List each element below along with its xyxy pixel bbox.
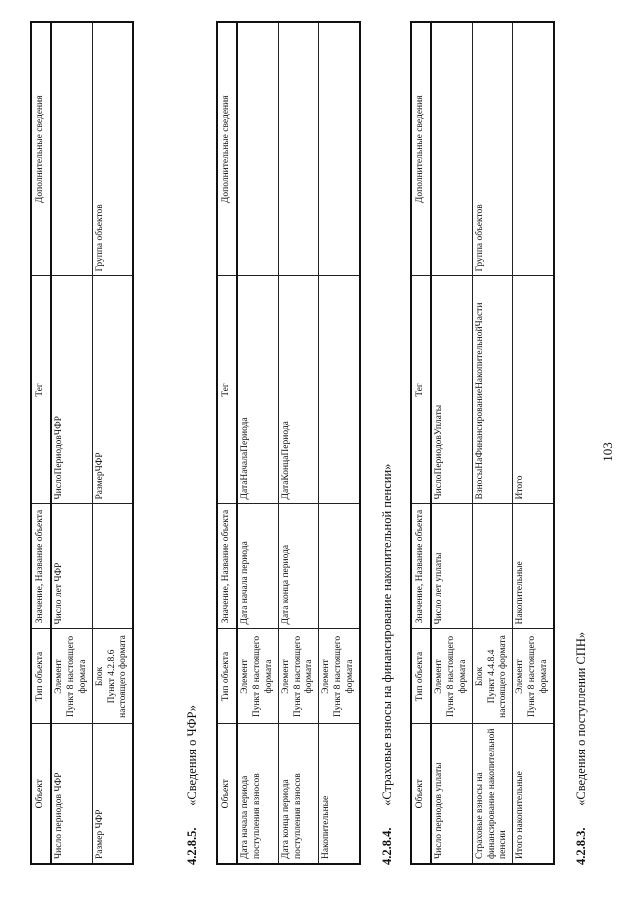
section-number: 4.2.8.4.: [380, 827, 394, 865]
extra-cell: Группа объектов: [472, 22, 513, 276]
type-cell: Элемент Пункт 8 настоящего формата: [237, 629, 278, 724]
table-row: [513, 22, 554, 864]
table-row: [92, 22, 133, 864]
extra-cell: [319, 22, 360, 276]
page-number: 103: [600, 442, 615, 462]
data-table: [410, 21, 555, 865]
object-cell: Число периодов уплаты: [431, 724, 472, 864]
extra-cell: [431, 22, 472, 276]
object-cell: Дата начала периода поступления взносов: [237, 724, 278, 864]
value-cell: [472, 504, 513, 629]
data-table: [216, 21, 361, 865]
extra-cell: [513, 22, 554, 276]
type-cell: Блок Пункт 4.4.8.4 настоящего формата: [472, 629, 513, 724]
type-cell: Блок Пункт 4.2.8.6 настоящего формата: [92, 629, 133, 724]
extra-cell: [51, 22, 92, 276]
extra-cell: Группа объектов: [92, 22, 133, 276]
value-cell: Число лет ЧФР: [51, 504, 92, 629]
section-heading: «Страховые взносы на финансирование накопительной пенсии»: [380, 463, 394, 806]
value-cell: [92, 504, 133, 629]
table-row: [237, 22, 278, 864]
section-heading: «Сведения о поступлении СПН»: [574, 631, 588, 806]
tag-cell: ДатаКонцаПериода: [278, 276, 319, 504]
section-heading: «Сведения о ЧФР»: [185, 705, 199, 806]
section-number: 4.2.8.3.: [574, 827, 588, 865]
table-row: [278, 22, 319, 864]
object-cell: Накопительные: [319, 724, 360, 864]
tag-cell: РазмерЧФР: [92, 276, 133, 504]
object-cell: Число периодов ЧФР: [51, 724, 92, 864]
type-cell: Элемент Пункт 8 настоящего формата: [431, 629, 472, 724]
section-title: [574, 632, 589, 865]
column-header: Дополнительные сведения: [31, 22, 51, 276]
table-row: [472, 22, 513, 864]
type-cell: Элемент Пункт 8 настоящего формата: [319, 629, 360, 724]
column-header: Объект: [217, 724, 237, 864]
column-header: Тип объекта: [411, 629, 431, 724]
tag-cell: ВзносыНаФинансированиеНакопительнойЧасти: [472, 276, 513, 504]
column-header: Объект: [411, 724, 431, 864]
object-cell: Страховые взносы на финансирование накопительной пенсии: [472, 724, 513, 864]
column-header: Тег: [411, 276, 431, 504]
column-header: Дополнительные сведения: [217, 22, 237, 276]
value-cell: Накопительные: [513, 504, 554, 629]
column-header: Тип объекта: [31, 629, 51, 724]
section-title: [380, 464, 395, 865]
value-cell: Дата конца периода: [278, 504, 319, 629]
value-cell: Число лет уплаты: [431, 504, 472, 629]
object-cell: Размер ЧФР: [92, 724, 133, 864]
section-title: [185, 705, 200, 865]
column-header: Значение, Название объекта: [411, 504, 431, 629]
column-header: Тип объекта: [217, 629, 237, 724]
section-number: 4.2.8.5.: [185, 827, 199, 865]
type-cell: Элемент Пункт 8 настоящего формата: [278, 629, 319, 724]
object-cell: Дата конца периода поступления взносов: [278, 724, 319, 864]
tag-cell: ДатаНачалаПериода: [237, 276, 278, 504]
value-cell: Дата начала периода: [237, 504, 278, 629]
type-cell: Элемент Пункт 8 настоящего формата: [513, 629, 554, 724]
table-row: [431, 22, 472, 864]
column-header: Тег: [31, 276, 51, 504]
data-table: [30, 21, 134, 865]
column-header: Дополнительные сведения: [411, 22, 431, 276]
column-header: Объект: [31, 724, 51, 864]
type-cell: Элемент Пункт 8 настоящего формата: [51, 629, 92, 724]
tag-cell: ЧислоПериодовЧФР: [51, 276, 92, 504]
tag-cell: Итого: [513, 276, 554, 504]
table-row: [51, 22, 92, 864]
extra-cell: [237, 22, 278, 276]
tag-cell: [319, 276, 360, 504]
extra-cell: [278, 22, 319, 276]
table-row: [319, 22, 360, 864]
value-cell: [319, 504, 360, 629]
column-header: Тег: [217, 276, 237, 504]
column-header: Значение, Название объекта: [31, 504, 51, 629]
column-header: Значение, Название объекта: [217, 504, 237, 629]
tag-cell: ЧислоПериодовУплаты: [431, 276, 472, 504]
object-cell: Итого накопительные: [513, 724, 554, 864]
